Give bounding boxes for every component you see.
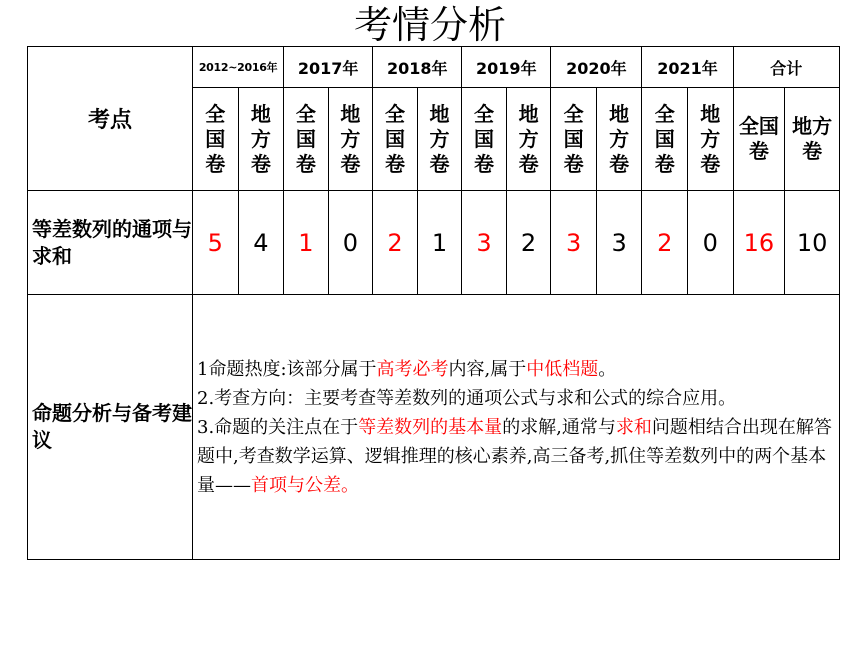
difang-juan-header: 地 方 卷: [417, 88, 462, 191]
value-cell: 1: [417, 191, 462, 295]
quanguo-juan-header: 全 国 卷: [462, 88, 507, 191]
year-header-2021: 2021年: [642, 47, 733, 88]
value-cell: 0: [328, 191, 373, 295]
value-cell: 2: [506, 191, 551, 295]
value-cell: 2: [373, 191, 418, 295]
difang-juan-header: 地 方 卷: [596, 88, 642, 191]
total-quanguo-header: 全国卷: [733, 88, 785, 191]
analysis-paragraph-2: 2.考查方向：主要考查等差数列的通项公式与求和公式的综合应用。: [197, 387, 737, 409]
quanguo-juan-header: 全 国 卷: [284, 88, 329, 191]
value-cell: 4: [238, 191, 284, 295]
difang-juan-header: 地 方 卷: [506, 88, 551, 191]
value-cell: 2: [642, 191, 688, 295]
difang-juan-header: 地 方 卷: [328, 88, 373, 191]
year-header-total: 合计: [733, 47, 839, 88]
analysis-text: [193, 295, 840, 560]
value-cell: 3: [596, 191, 642, 295]
quanguo-juan-header: 全 国 卷: [373, 88, 418, 191]
value-cell: 3: [462, 191, 507, 295]
analysis-paragraph-3: 3.命题的关注点在于等差数列的基本量的求解,通常与求和问题相结合出现在解答题中,考查数学运算、逻辑推理的核心素养,高三备考,抓住等差数列中的两个基本量——首项与公差。: [197, 416, 832, 496]
year-header-2020: 2020年: [551, 47, 642, 88]
page-title: 考情分析: [353, 3, 506, 47]
value-cell: 0: [688, 191, 734, 295]
value-cell: 3: [551, 191, 597, 295]
value-cell: 5: [193, 191, 239, 295]
year-header-2012-2016: 2012~2016年: [193, 47, 284, 88]
difang-juan-header: 地 方 卷: [688, 88, 734, 191]
kaodian-header: 考点: [28, 47, 193, 191]
analysis-paragraph-1: 1命题热度:该部分属于高考必考内容,属于中低档题。: [197, 358, 617, 380]
value-cell: 1: [284, 191, 329, 295]
row-label-arithmetic-sequence: 等差数列的通项与求和: [28, 191, 193, 295]
year-header-2018: 2018年: [373, 47, 462, 88]
total-difang-header: 地方卷: [785, 88, 840, 191]
value-cell-total-difang: 10: [785, 191, 840, 295]
analysis-table: [27, 46, 840, 560]
value-cell-total-quanguo: 16: [733, 191, 785, 295]
quanguo-juan-header: 全 国 卷: [642, 88, 688, 191]
year-header-2019: 2019年: [462, 47, 551, 88]
row-label-analysis: 命题分析与备考建议: [28, 295, 193, 560]
difang-juan-header: 地 方 卷: [238, 88, 284, 191]
year-header-2017: 2017年: [284, 47, 373, 88]
quanguo-juan-header: 全 国 卷: [551, 88, 597, 191]
quanguo-juan-header: 全 国 卷: [193, 88, 239, 191]
